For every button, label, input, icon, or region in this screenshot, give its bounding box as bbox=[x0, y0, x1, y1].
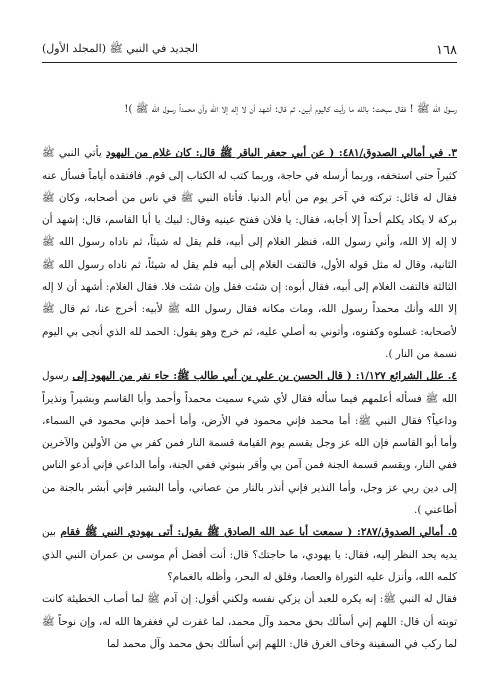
paragraph-3 bbox=[42, 365, 457, 521]
header-divider bbox=[42, 62, 457, 63]
paragraph-1 bbox=[42, 98, 457, 120]
paragraph-3-text: رسول الله ﷺ فسأله أعلمهم فيما سأله فقال لأي شيء سميت محمداً وأحمد وأبا القاسم وبشيراً ونذيراً وداعياً؟ فقال النبي ﷺ: أما محمد فإني محمود في الأرض، وأما أحمد فإني محمود في السماء، وأما أبو القاسم فإن الله عز وجل يقسم يوم القيامة قسمة النار فمن كفر بي من الأولين والآخرين ففي النار، ويقسم قسمة الجنة فمن آمن بي وأقر بنبوتي ففي الجنة، وأما الداعي فإني أدعو الناس إلى دين ربي عز وجل، وأما النذير فإني أنذر بالنار من عصاني، وأما البشير فإني أبشر بالجنة من أطاعني ). bbox=[42, 370, 457, 517]
paragraph-3-heading: ٤. علل الشرائع ١/١٢٧: ( قال الحسن بن علي بن أبي طالب ﷺ: جاء نفر من اليهود إلى bbox=[72, 370, 458, 383]
paragraph-2 bbox=[42, 142, 457, 365]
paragraph-2-text: يأتي النبي ﷺ كثيراً حتى استخفه، وربما أرسله في حاجة، وربما كتب له الكتاب إلى قوم. فافتقده أياماً فسأل عنه فقال له قائل: تركته في آخر يوم من أيام الدنيا. فأتاه النبي ﷺ في ناس من أصحابه، وكان ﷺ بركة لا يكاد يكلم أحداً إلا أجابه، فقال: يا فلان ففتح عينيه وقال: لبيك يا أبا القاسم، قال: إشهد أن لا إله إلا الله، وأني رسول الله، فنظر الغلام إلى أبيه، فلم يقل له شيئاً، ثم ناداه رسول الله ﷺ الثانية، وقال له مثل قوله الأول، فالتفت الغلام إلى أبيه فلم يقل له شيئاً، ثم ناداه رسول الله ﷺ الثالثة فالتفت الغلام إلى أبيه، فقال أبوه: إن شئت فقل وإن شئت فلا. فقال الغلام: أشهد أن لا إله إلا الله وأنك محمداً رسول الله، ومات مكانه فقال رسول الله ﷺ لأبيه: أخرج عنا، ثم قال ﷺ لأصحابه: غسلوه وكفنوه، وأتوني به أصلي عليه، ثم خرج وهو يقول: الحمد لله الذي أنجى بي اليوم نسمة من النار ). bbox=[42, 147, 457, 360]
paragraph-5-text: فقال له النبي ﷺ: إنه يكره للعبد أن يزكي نفسه ولكني أقول: إن آدم ﷺ لما أصاب الخطيئة كانت توبته أن قال: اللهم إني أسألك بحق محمد وآل محمد، لما غفرت لي فغفرها الله له، وإن نوحاً ﷺ لما ركب في السفينة وخاف الغرق قال: اللهم إني أسألك بحق محمد وآل محمد لما bbox=[42, 593, 457, 650]
paragraph-4-heading: ٥. أمالي الصدوق/٢٨٧: ( سمعت أبا عبد الله الصادق ﷺ يقول: أتى يهودي النبي ﷺ فقام bbox=[60, 526, 457, 539]
paragraph-4 bbox=[42, 521, 457, 588]
paragraph-2-heading: ٣. في أمالي الصدوق/٤٨١: ( عن أبي جعفر الباقر ﷺ قال: كان غلام من اليهود bbox=[106, 147, 457, 160]
paragraph-5 bbox=[42, 588, 457, 655]
paragraph-1-text: رسول الله ﷺ ! فقال سبحت: بالله ما رأيت كاليوم أبين. ثم قال: أشهد أن لا إله إلا الله وأن محمداً رسول الله ﷺ )! bbox=[124, 103, 457, 115]
page-number: ١٦٨ bbox=[436, 42, 457, 58]
page-header bbox=[42, 40, 457, 60]
running-title: الجديد في النبي ﷺ (المجلد الأول) bbox=[42, 42, 199, 55]
page-body bbox=[42, 98, 457, 655]
paragraph-4-text: بين يديه يحد النظر إليه، فقال: يا يهودي، ما حاجتك؟ قال: أنت أفضل أم موسى بن عمران النبي الذي كلمه الله، وأنزل عليه التوراة والعصا، وفلق له البحر، وأظله بالغمام؟ bbox=[42, 526, 457, 583]
paragraph-gap bbox=[42, 120, 457, 142]
